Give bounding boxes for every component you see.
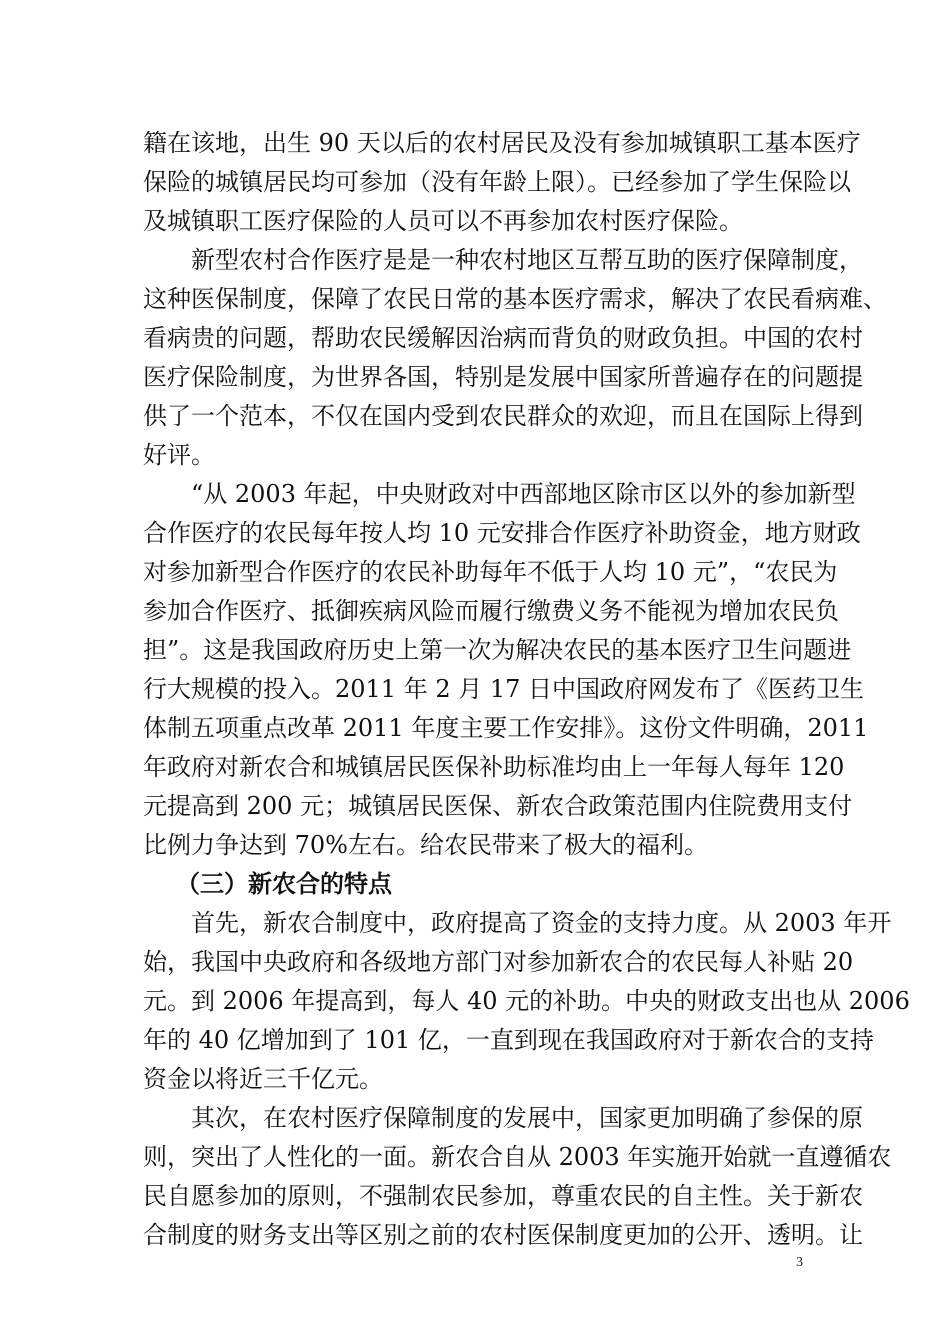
text-line: 行大规模的投入。2011 年 2 月 17 日中国政府网发布了《医药卫生	[143, 675, 865, 703]
text-line: 比例力争达到 70%左右。给农民带来了极大的福利。	[143, 831, 708, 859]
text-line: 始，我国中央政府和各级地方部门对参加新农合的农民每人补贴 20	[143, 948, 854, 976]
page-number: 3	[796, 1255, 803, 1270]
text-line: 看病贵的问题，帮助农民缓解因治病而背负的财政负担。中国的农村	[143, 324, 863, 352]
text-line: 元提高到 200 元；城镇居民医保、新农合政策范围内住院费用支付	[143, 792, 853, 820]
text-line: 其次，在农村医疗保障制度的发展中，国家更加明确了参保的原	[191, 1104, 863, 1132]
text-line: “从 2003 年起，中央财政对中西部地区除市区以外的参加新型	[191, 480, 856, 508]
text-line: 新型农村合作医疗是是一种农村地区互帮互助的医疗保障制度，	[191, 246, 863, 274]
text-line: 这种医保制度，保障了农民日常的基本医疗需求，解决了农民看病难、	[143, 285, 887, 313]
text-line: 对参加新型合作医疗的农民补助每年不低于人均 10 元”，“农民为	[143, 558, 838, 586]
text-line: 担”。这是我国政府历史上第一次为解决农民的基本医疗卫生问题进	[143, 636, 852, 664]
text-line: 好评。	[143, 441, 215, 469]
text-line: 合制度的财务支出等区别之前的农村医保制度更加的公开、透明。让	[143, 1221, 863, 1249]
text-line: 元。到 2006 年提高到，每人 40 元的补助。中央的财政支出也从 2006	[143, 987, 910, 1015]
text-line: 年政府对新农合和城镇居民医保补助标准均由上一年每人每年 120	[143, 753, 845, 781]
text-line: 年的 40 亿增加到了 101 亿，一直到现在我国政府对于新农合的支持	[143, 1026, 874, 1054]
text-line: 及城镇职工医疗保险的人员可以不再参加农村医疗保险。	[143, 207, 743, 235]
text-line: 籍在该地，出生 90 天以后的农村居民及没有参加城镇职工基本医疗	[143, 129, 861, 157]
text-line: 则，突出了人性化的一面。新农合自从 2003 年实施开始就一直遵循农	[143, 1143, 892, 1171]
text-line: 供了一个范本，不仅在国内受到农民群众的欢迎，而且在国际上得到	[143, 402, 863, 430]
section-heading: （三）新农合的特点	[176, 869, 392, 898]
text-line: 保险的城镇居民均可参加（没有年龄上限）。已经参加了学生保险以	[143, 168, 851, 196]
text-line: 医疗保险制度，为世界各国，特别是发展中国家所普遍存在的问题提	[143, 363, 863, 391]
text-line: 体制五项重点改革 2011 年度主要工作安排》。这份文件明确，2011	[143, 714, 869, 742]
text-line: 资金以将近三千亿元。	[143, 1065, 383, 1093]
text-line: 参加合作医疗、抵御疾病风险而履行缴费义务不能视为增加农民负	[143, 597, 839, 625]
text-line: 首先，新农合制度中，政府提高了资金的支持力度。从 2003 年开	[191, 909, 892, 937]
text-line: 民自愿参加的原则，不强制农民参加，尊重农民的自主性。关于新农	[143, 1182, 863, 1210]
text-line: 合作医疗的农民每年按人均 10 元安排合作医疗补助资金，地方财政	[143, 519, 861, 547]
